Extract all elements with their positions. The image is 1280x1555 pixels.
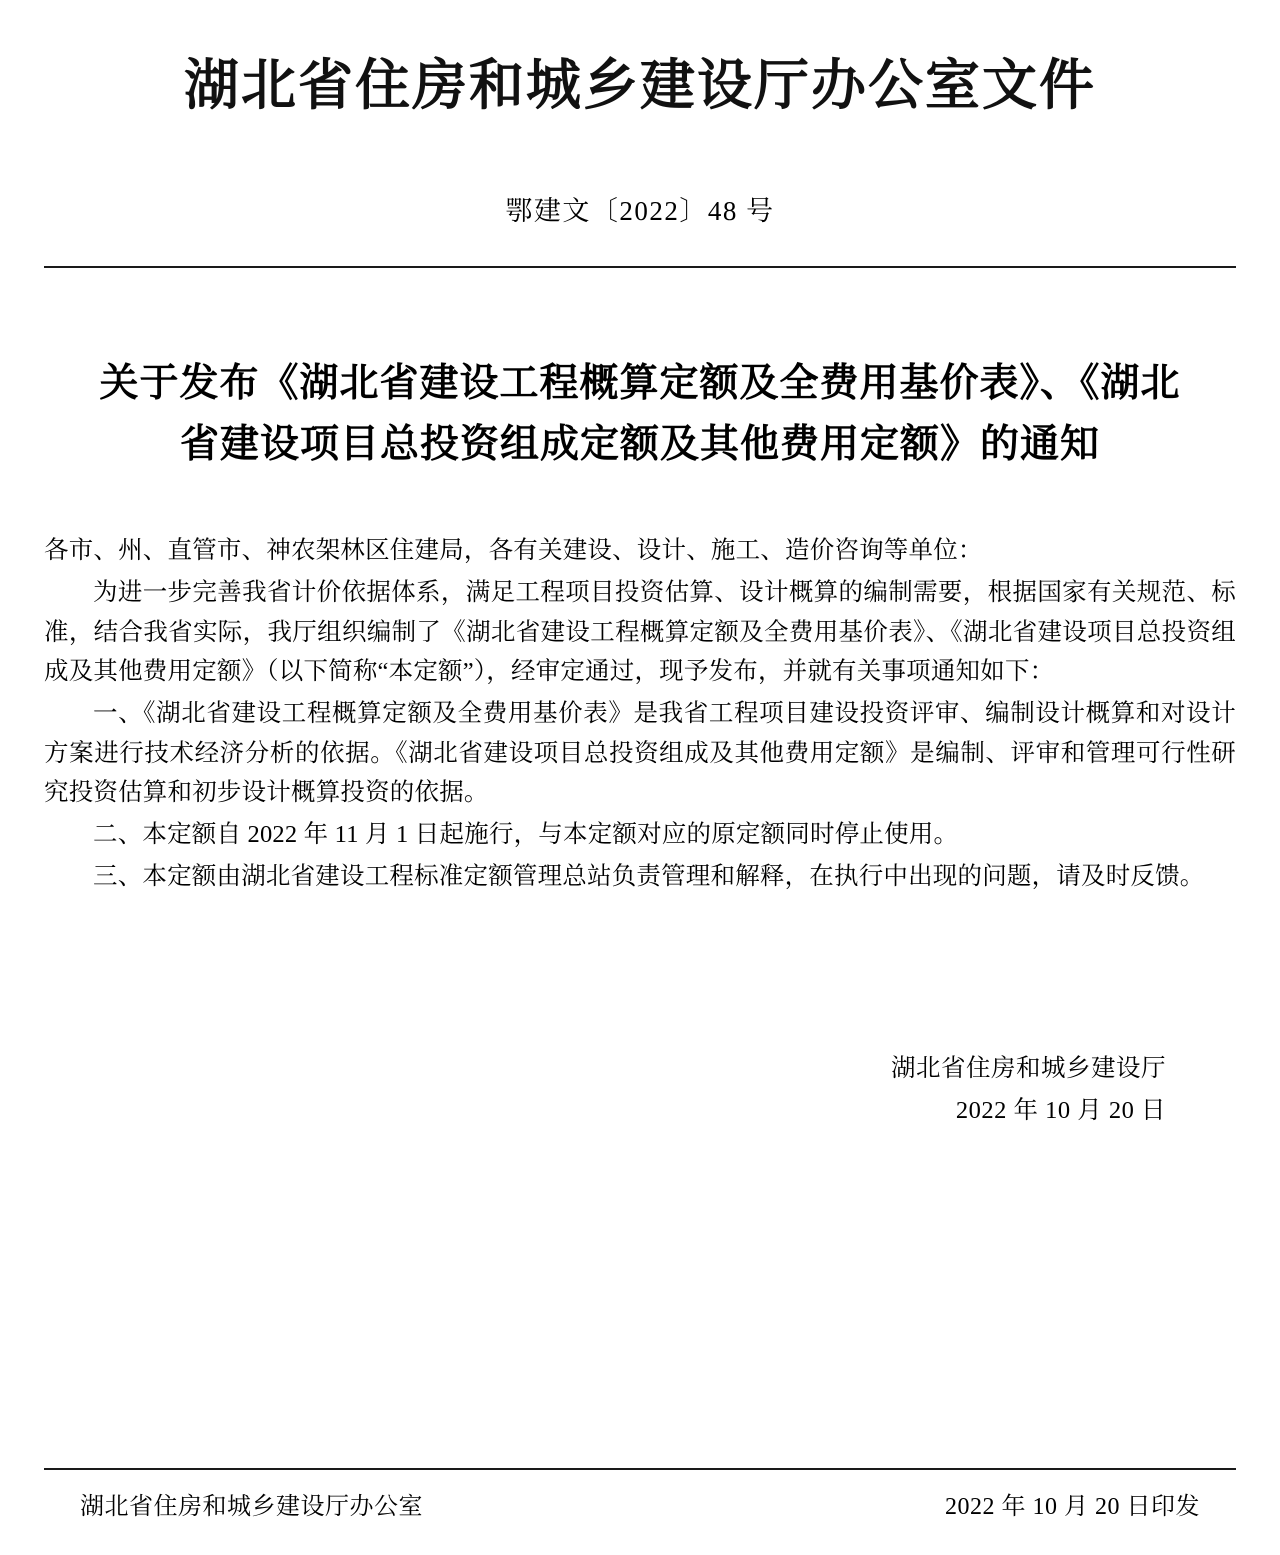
body-item-1: 一、《湖北省建设工程概算定额及全费用基价表》是我省工程项目建设投资评审、编制设计概算和对设计方案进行技术经济分析的依据。《湖北省建设项目总投资组成及其他费用定额》是编制、评审和管理可行性研究投资估算和初步设计概算投资的依据。 — [44, 699, 1236, 807]
document-body — [44, 531, 1236, 898]
body-paragraph-1: 为进一步完善我省计价依据体系，满足工程项目投资估算、设计概算的编制需要，根据国家有关规范、标准，结合我省实际，我厅组织编制了《湖北省建设工程概算定额及全费用基价表》、《湖北省建设项目总投资组成及其他费用定额》（以下简称“本定额”），经审定通过，现予发布，并就有关事项通知如下： — [44, 578, 1236, 686]
salutation-line: 各市、州、直管市、神农架林区住建局，各有关建设、设计、施工、造价咨询等单位： — [44, 537, 983, 565]
header-divider — [44, 266, 1236, 268]
masthead — [44, 54, 1236, 117]
page-footer — [44, 1468, 1236, 1521]
signature-date: 2022 年 10 月 20 日 — [955, 1096, 1166, 1124]
signature-issuer: 湖北省住房和城乡建设厅 — [891, 1055, 1166, 1083]
document-title: 关于发布《湖北省建设工程概算定额及全费用基价表》、《湖北省建设项目总投资组成定额及其他费用定额》的通知 — [99, 362, 1181, 466]
body-item-2: 二、本定额自 2022 年 11 月 1 日起施行，与本定额对应的原定额同时停止使用。 — [93, 820, 959, 848]
masthead-title: 湖北省住房和城乡建设厅办公室文件 — [183, 54, 1096, 116]
signature-block — [44, 1048, 1236, 1131]
body-item-3: 三、本定额由湖北省建设工程标准定额管理总站负责管理和解释，在执行中出现的问题，请及时反馈。 — [93, 862, 1205, 890]
document-number: 鄂建文〔2022〕48 号 — [505, 196, 775, 227]
footer-office: 湖北省住房和城乡建设厅办公室 — [80, 1494, 423, 1520]
footer-divider — [44, 1468, 1236, 1470]
footer-print-date: 2022 年 10 月 20 日印发 — [945, 1494, 1200, 1520]
